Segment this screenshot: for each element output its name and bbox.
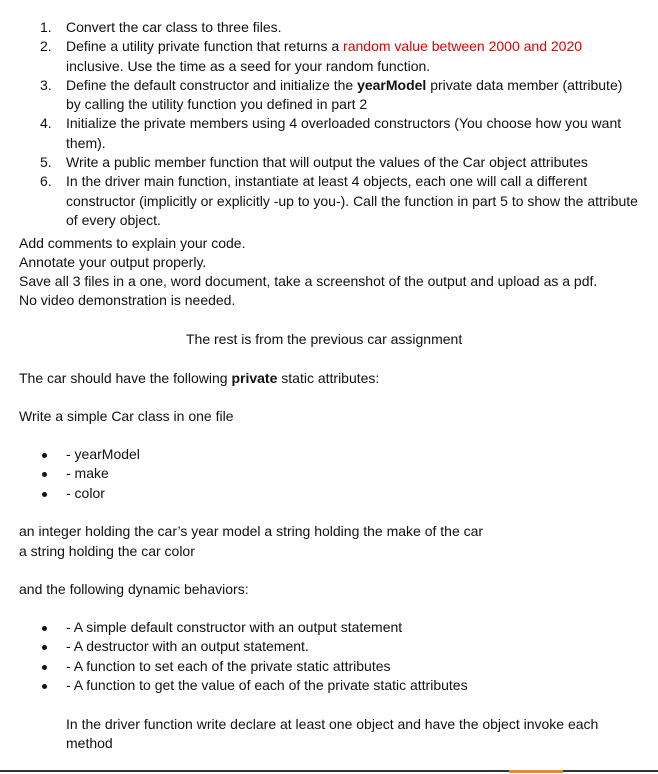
note-line: Save all 3 files in a one, word document, take a screenshot of the output and upload as a pdf. [19,273,598,289]
step-number: 3. [40,76,52,93]
note-line: Add comments to explain your code. [19,235,246,251]
text-span: static attributes: [277,370,380,386]
step-text: Define a utility private function that returns a [66,38,344,55]
bullet-icon [42,492,47,497]
list-item-text: - yearModel [66,446,140,462]
step-item [0,18,641,37]
step-item [0,76,641,115]
step-text: Convert the car class to three files. [66,19,282,35]
bullet-icon [42,684,47,689]
bold-term: yearModel [357,76,427,93]
bullet-icon [42,645,47,650]
step-number: 2. [40,38,52,55]
simple-class-line: Write a simple Car class in one file [19,408,234,424]
attribute-list [0,445,658,503]
numbered-steps [0,18,658,230]
step-text: private data member (attribute) by calling the utility function you defined in part 2 [66,76,623,113]
page-bottom-accent [509,770,563,773]
list-item [0,445,658,464]
driver-note: In the driver function write declare at least one object and have the object invoke each method [66,716,599,752]
step-text: Define the default constructor and initialize the [66,76,358,93]
description-line: a string holding the car color [19,543,195,559]
list-item [0,618,658,637]
list-item [0,464,658,483]
list-item-text: - make [66,465,109,482]
section-heading: The rest is from the previous car assignment [186,331,463,347]
list-item [0,676,658,695]
step-item [0,153,641,172]
step-text: Initialize the private members using 4 overloaded constructors (You choose how you want them). [66,115,622,151]
note-line: No video demonstration is needed. [19,292,236,308]
bullet-icon [42,665,47,670]
step-number: 1. [40,19,52,35]
behavior-list [0,618,658,695]
list-item [0,657,658,676]
step-text: inclusive. Use the time as a seed for your random function. [66,57,431,74]
list-item [0,484,658,503]
note-line: Annotate your output properly. [19,254,207,270]
step-number: 5. [40,154,52,171]
bold-term: private [231,370,278,386]
text-span: The car should have the following [19,370,232,386]
bullet-icon [42,472,47,477]
step-text: In the driver main function, instantiate at least 4 objects, each one will call a different constructor (implicitly or explicitly -up to you-). Call the function in part 5 to show the attribute of every object. [66,173,638,228]
step-item [0,172,641,230]
step-item [0,37,641,76]
description-line: an integer holding the car’s year model a string holding the make of the car [19,523,484,539]
step-number: 4. [40,115,52,132]
step-number: 6. [40,173,52,190]
step-item [0,114,641,153]
private-attributes-line [19,369,379,388]
list-item-text: - A function to set each of the private static attributes [66,657,391,674]
bullet-icon [42,626,47,631]
step-text: Write a public member function that will output the values of the Car object attributes [66,154,588,171]
bullet-icon [42,453,47,458]
highlight-red-text: random value between 2000 and 2020 [343,38,583,55]
list-item-text: - A simple default constructor with an output statement [66,619,403,635]
behaviors-heading: and the following dynamic behaviors: [19,581,249,597]
list-item-text: - A destructor with an output statement. [66,638,309,655]
list-item-text: - color [66,484,105,501]
list-item-text: - A function to get the value of each of the private static attributes [66,676,468,693]
list-item [0,637,658,656]
